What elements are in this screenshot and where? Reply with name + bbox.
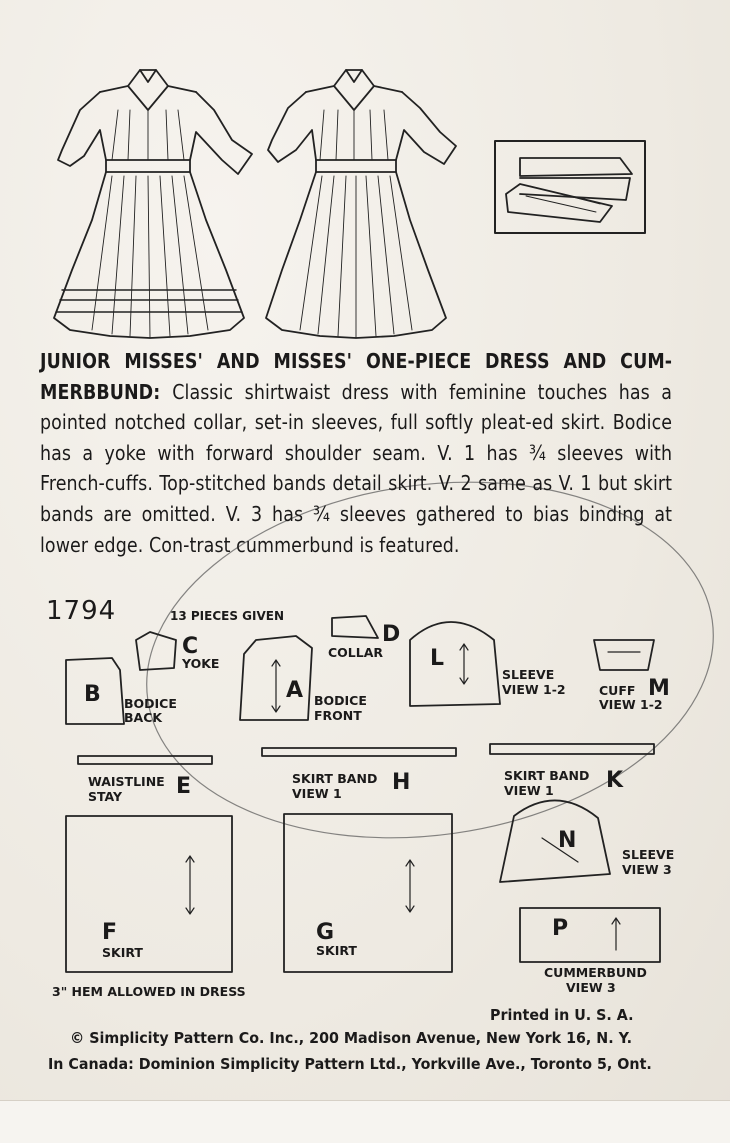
pattern-piece-f — [66, 816, 232, 972]
piece-f-letter: F — [102, 920, 118, 945]
piece-k-letter: K — [606, 768, 624, 793]
description-heading: JUNIOR MISSES' AND MISSES' ONE-PIECE DRESS AND CUM-MERBBUND: — [40, 349, 673, 404]
pattern-piece-p — [520, 908, 660, 962]
piece-f-name: SKIRT — [102, 945, 143, 960]
hem-note: 3" HEM ALLOWED IN DRESS — [52, 984, 246, 999]
piece-c-name: YOKE — [182, 656, 220, 671]
piece-e-name: WAISTLINE — [88, 774, 165, 789]
piece-h-name: SKIRT BAND — [292, 771, 378, 786]
piece-n-name: SLEEVE — [622, 847, 675, 862]
piece-g-letter: G — [316, 920, 335, 945]
piece-h-sub: VIEW 1 — [292, 786, 342, 801]
piece-e-sub: STAY — [88, 789, 123, 804]
pattern-piece-h — [262, 748, 456, 756]
piece-a-letter: A — [286, 678, 304, 703]
piece-d-name: COLLAR — [328, 645, 384, 660]
piece-k-sub: VIEW 1 — [504, 783, 554, 798]
dress-view-2-illustration — [266, 70, 456, 338]
piece-p-letter: P — [552, 916, 569, 941]
piece-e-letter: E — [176, 774, 192, 799]
piece-m-letter: M — [648, 676, 670, 701]
page-bottom-edge — [0, 1100, 730, 1143]
cummerbund-inset-illustration — [495, 141, 645, 233]
pattern-piece-n — [500, 800, 610, 882]
description-body: Classic shirtwaist dress with feminine touches has a pointed notched collar, set-in sleeves, full softly pleat-ed skirt. Bodice has a yoke with forward shoulder seam. V. 1 has ¾ sleeves with French-cuffs. Top-stitched bands detail skirt. V. 2 same as V. 1 but skirt bands are omitted. V. 3 has ¾ sleeves gathered to bias binding at lower edge. Con-trast cummerbund is featured. — [40, 379, 673, 557]
printed-in: Printed in U. S. A. — [490, 1006, 634, 1024]
piece-l-letter: L — [430, 646, 445, 671]
piece-a-sub: FRONT — [314, 708, 362, 723]
pattern-piece-d — [332, 616, 378, 638]
piece-h-letter: H — [392, 770, 411, 795]
piece-l-sub: VIEW 1-2 — [502, 682, 566, 697]
piece-n-letter: N — [558, 828, 577, 853]
copyright-line: © Simplicity Pattern Co. Inc., 200 Madison Avenue, New York 16, N. Y. — [70, 1029, 633, 1047]
piece-p-sub: VIEW 3 — [566, 980, 616, 995]
canada-line: In Canada: Dominion Simplicity Pattern Ltd., Yorkville Ave., Toronto 5, Ont. — [48, 1055, 652, 1073]
piece-c-letter: C — [182, 634, 199, 659]
piece-m-name: CUFF — [599, 683, 636, 698]
piece-k-name: SKIRT BAND — [504, 768, 590, 783]
pattern-piece-m — [594, 640, 654, 670]
piece-a-name: BODICE — [314, 693, 367, 708]
pattern-number: 1794 — [46, 596, 117, 626]
pattern-piece-e — [78, 756, 212, 764]
piece-n-sub: VIEW 3 — [622, 862, 672, 877]
pattern-piece-l — [410, 622, 500, 706]
piece-b-name: BODICE — [124, 696, 177, 711]
pattern-description — [40, 346, 672, 560]
piece-g-name: SKIRT — [316, 943, 357, 958]
piece-b-letter: B — [84, 682, 101, 707]
piece-p-name: CUMMERBUND — [544, 965, 647, 980]
piece-b-sub: BACK — [124, 710, 163, 725]
piece-m-sub: VIEW 1-2 — [599, 697, 663, 712]
dress-view-1-illustration — [54, 70, 252, 338]
piece-d-letter: D — [382, 622, 401, 647]
pieces-given: 13 PIECES GIVEN — [170, 609, 284, 623]
pattern-piece-k — [490, 744, 654, 754]
piece-l-name: SLEEVE — [502, 667, 555, 682]
